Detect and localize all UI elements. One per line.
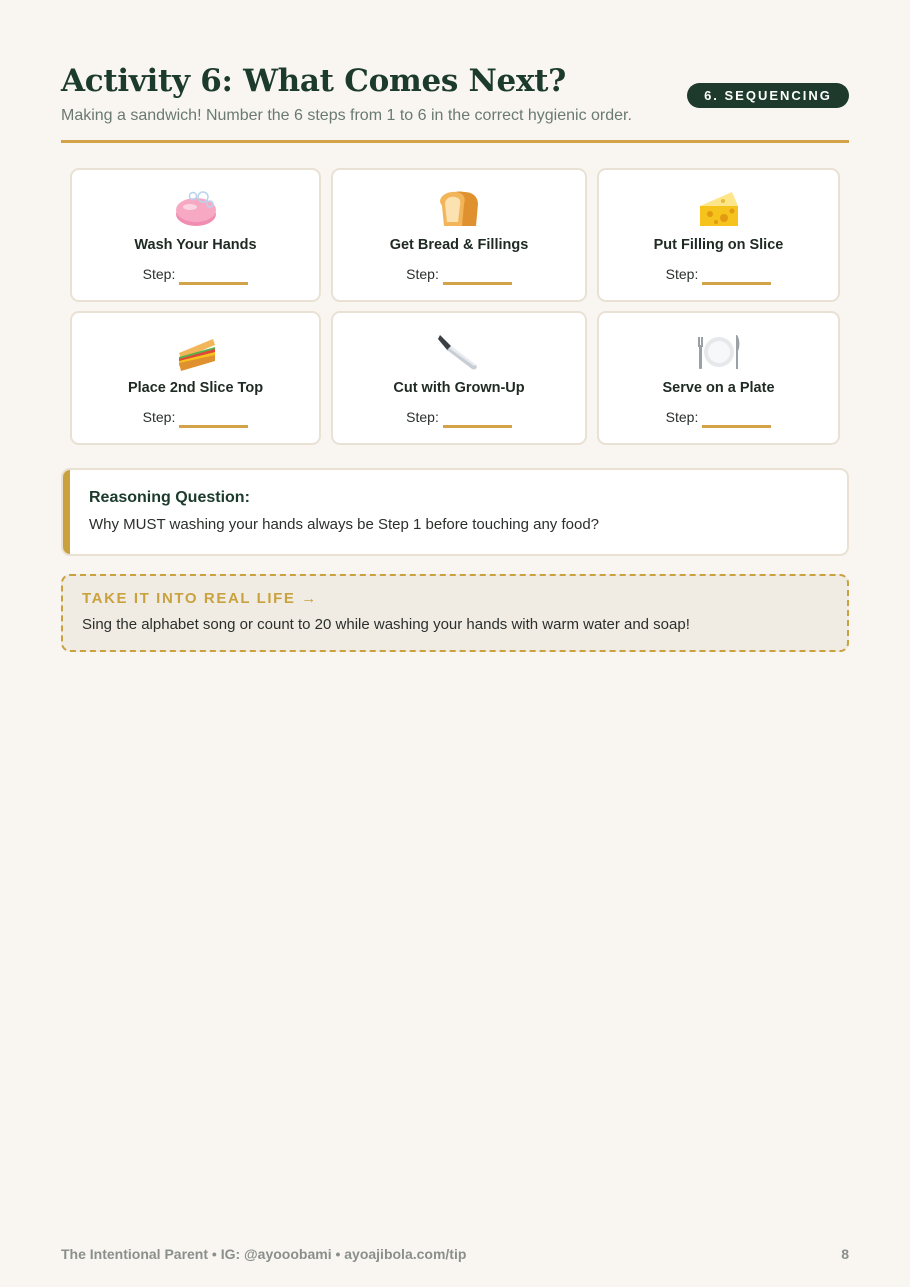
step-answer-blank[interactable] <box>702 282 771 285</box>
step-answer-blank[interactable] <box>179 282 248 285</box>
page-title: Activity 6: What Comes Next? <box>61 63 567 99</box>
step-answer-label: Step: <box>406 266 439 282</box>
reasoning-title: Reasoning Question: <box>89 489 250 506</box>
footer-credit: The Intentional Parent • IG: @ayooobami • ayoajibola.com/tip <box>61 1246 467 1262</box>
step-answer-row <box>333 407 585 425</box>
step-card-get-bread <box>331 168 587 302</box>
real-life-text: Sing the alphabet song or count to 20 while washing your hands with warm water and soap! <box>82 616 690 633</box>
step-answer-label: Step: <box>406 409 439 425</box>
real-life-title: TAKE IT INTO REAL LIFE → <box>82 590 318 607</box>
step-card-serve <box>597 311 840 445</box>
real-life-tip-box <box>61 574 849 652</box>
page-subtitle: Making a sandwich! Number the 6 steps from 1 to 6 in the correct hygienic order. <box>61 107 632 124</box>
worksheet-page <box>61 0 849 652</box>
step-answer-blank[interactable] <box>179 425 248 428</box>
step-card-wash-hands <box>70 168 321 302</box>
step-card-cut <box>331 311 587 445</box>
step-answer-row <box>72 264 319 282</box>
page-number: 8 <box>841 1246 849 1262</box>
reasoning-question-box <box>61 468 849 556</box>
step-answer-row <box>333 264 585 282</box>
step-answer-label: Step: <box>665 409 699 425</box>
step-card-label: Place 2nd Slice Top <box>127 380 264 396</box>
cheese-icon <box>696 188 742 230</box>
bread-icon <box>436 188 482 230</box>
sandwich-icon <box>173 331 219 373</box>
step-answer-row <box>599 407 838 425</box>
soap-icon <box>173 188 219 230</box>
step-answer-label: Step: <box>142 266 176 282</box>
step-answer-row <box>599 264 838 282</box>
step-card-label: Put Filling on Slice <box>653 237 784 253</box>
reasoning-accent-bar <box>63 470 70 554</box>
reasoning-text: Why MUST washing your hands always be Step 1 before touching any food? <box>89 516 600 533</box>
step-answer-blank[interactable] <box>443 282 512 285</box>
steps-grid <box>61 168 849 446</box>
plate-icon <box>696 331 742 373</box>
step-card-label: Wash Your Hands <box>134 237 257 253</box>
step-card-label: Get Bread & Fillings <box>389 237 529 253</box>
step-answer-label: Step: <box>665 266 699 282</box>
step-card-label: Cut with Grown-Up <box>393 380 525 396</box>
page-footer <box>61 1246 849 1262</box>
step-answer-blank[interactable] <box>443 425 512 428</box>
step-answer-blank[interactable] <box>702 425 771 428</box>
step-card-place-slice <box>70 311 321 445</box>
page-header <box>61 0 849 143</box>
step-card-put-filling <box>597 168 840 302</box>
knife-icon <box>436 331 482 373</box>
step-answer-row <box>72 407 319 425</box>
section-badge: 6. SEQUENCING <box>687 83 849 108</box>
step-answer-label: Step: <box>142 409 176 425</box>
step-card-label: Serve on a Plate <box>662 380 775 396</box>
